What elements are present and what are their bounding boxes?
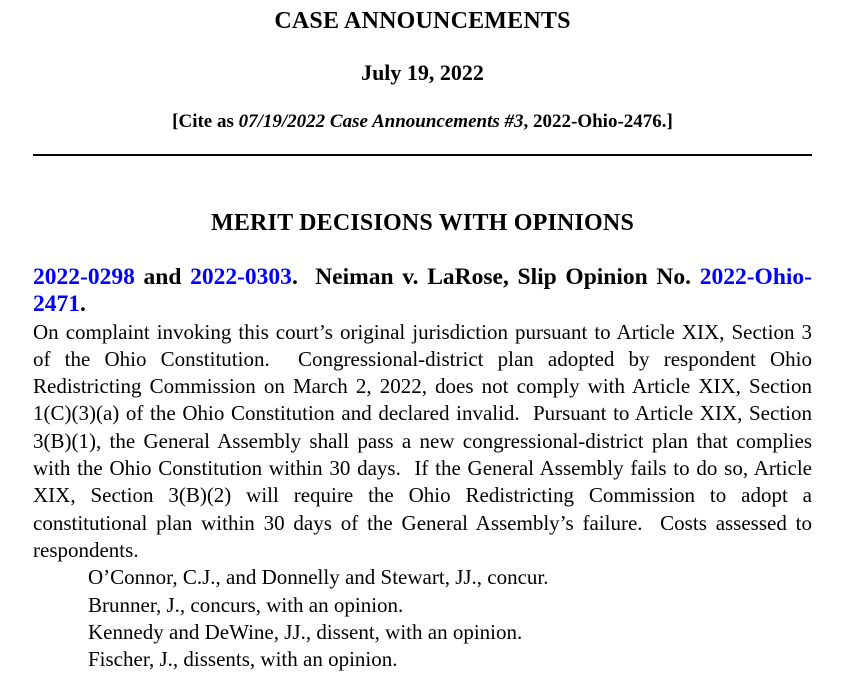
case-summary: On complaint invoking this court’s original jurisdiction pursuant to Article XIX, Section 3 of the Ohio Constitution. Congressional-district plan adopted by respondent Ohio Redistricting Commission on March 2, 2022, does not comply with Article XIX, Section 1(C)(3)(a) of the Ohio Constitution and declared invalid. Pursuant to Article XIX, Section 3(B)(1), the General Assembly shall pass a new congressional-district plan that complies with the Ohio Constitution within 30 days. If the General Assembly fails to do so, Article XIX, Section 3(B)(2) will require the Ohio Redistricting Commission to adopt a constitutional plan within 30 days of the General Assembly’s failure. Costs assessed to respondents.	[33, 319, 812, 562]
case-number-link[interactable]: 2022-0298	[33, 264, 135, 290]
citation-line	[33, 109, 812, 135]
text-segment: 07/19/2022 Case Announcements #3	[238, 111, 524, 132]
text-segment: [Cite as	[172, 111, 239, 132]
text-segment: , 2022-Ohio-2476.]	[523, 111, 673, 132]
case-announcement	[33, 264, 812, 673]
text-segment: . Neiman v. LaRose, Slip Opinion No.	[291, 264, 700, 290]
vote-line: Brunner, J., concurs, with an opinion.	[88, 592, 404, 617]
section-heading: MERIT DECISIONS WITH OPINIONS	[210, 210, 635, 236]
vote-line: Fischer, J., dissents, with an opinion.	[88, 647, 398, 672]
vote-line: Kennedy and DeWine, JJ., dissent, with an opinion.	[88, 619, 523, 644]
case-number-link[interactable]: 2022-0303	[190, 264, 292, 290]
case-heading	[33, 264, 812, 319]
text-segment: and	[134, 264, 191, 290]
vote-line: O’Connor, C.J., and Donnelly and Stewart, JJ., concur.	[88, 565, 549, 590]
document-title: CASE ANNOUNCEMENTS	[274, 8, 571, 34]
horizontal-rule	[33, 154, 812, 156]
text-segment: .	[80, 291, 86, 318]
document-date: July 19, 2022	[361, 60, 484, 85]
case-number-link[interactable]: 2022-Ohio-2471	[33, 264, 812, 318]
vote-list	[33, 564, 812, 673]
